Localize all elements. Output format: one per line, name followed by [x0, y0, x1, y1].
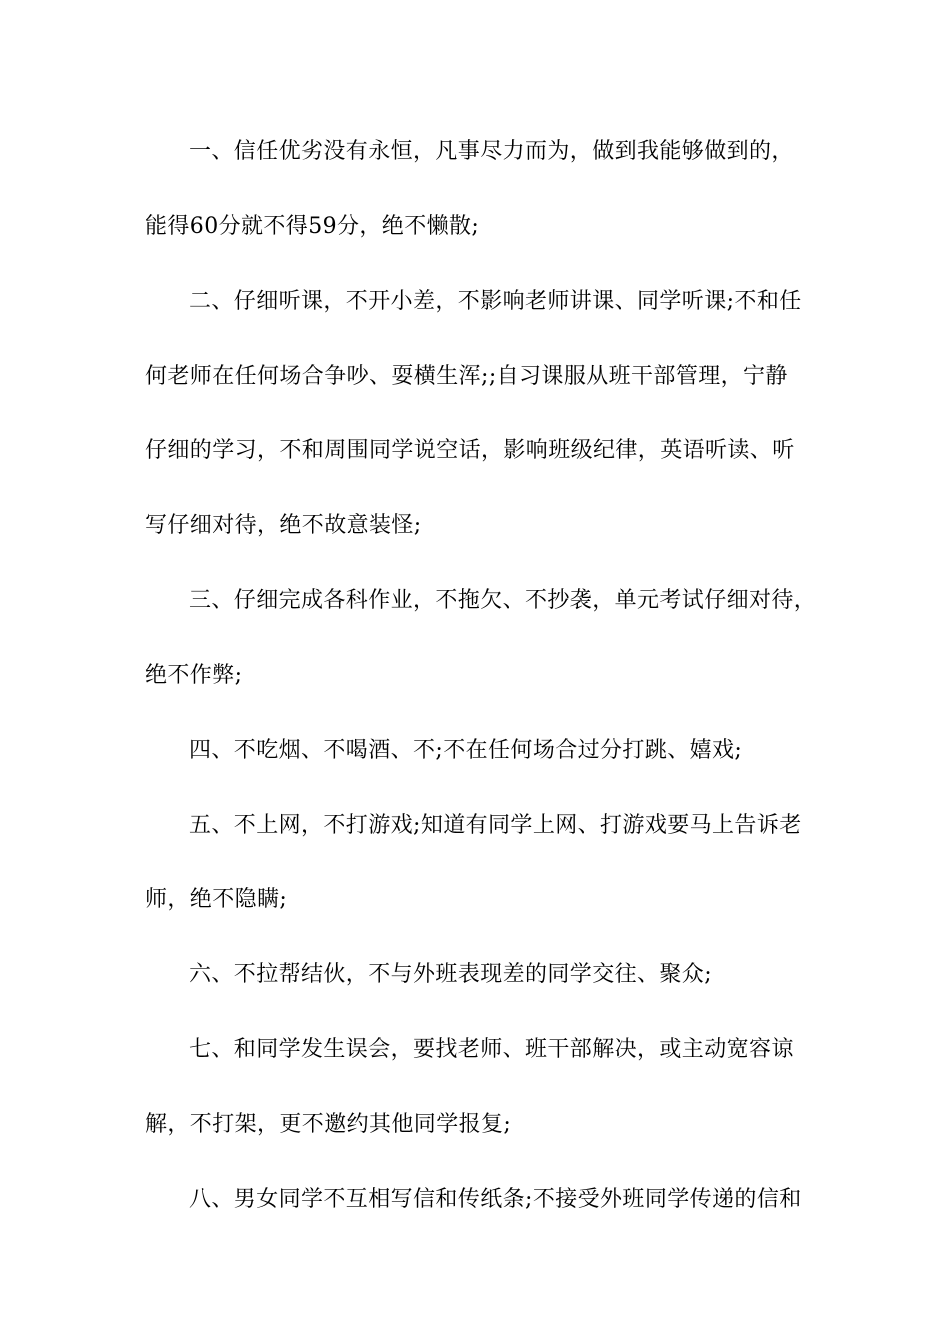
text-line: 四、不吃烟、不喝酒、不;不在任何场合过分打跳、嬉戏; [189, 738, 743, 763]
text-line: 一、信任优劣没有永恒，凡事尽力而为，做到我能够做到的， [189, 139, 794, 164]
text-line: 七、和同学发生误会，要找老师、班干部解决，或主动宽容谅 [189, 1037, 794, 1062]
text-line: 二、仔细听课，不开小差，不影响老师讲课、同学听课;不和任 [189, 289, 802, 314]
text-line: 仔细的学习，不和周围同学说空话，影响班级纪律，英语听读、听 [145, 438, 795, 463]
text-line: 能得60分就不得59分，绝不懒散; [145, 214, 480, 239]
text-line: 写仔细对待，绝不故意装怪; [145, 513, 422, 538]
text-line: 绝不作弊; [145, 663, 243, 688]
text-line: 师，绝不隐瞒; [145, 887, 288, 912]
text-line: 三、仔细完成各科作业，不拖欠、不抄袭，单元考试仔细对待， [189, 588, 817, 613]
text-line: 何老师在任何场合争吵、耍横生浑;;自习课服从班干部管理，宁静 [145, 364, 788, 389]
text-line: 六、不拉帮结伙，不与外班表现差的同学交往、聚众; [189, 962, 713, 987]
text-line: 五、不上网，不打游戏;知道有同学上网、打游戏要马上告诉老 [189, 813, 802, 838]
text-line: 解，不打架，更不邀约其他同学报复; [145, 1112, 512, 1137]
text-line: 八、男女同学不互相写信和传纸条;不接受外班同学传递的信和 [189, 1187, 802, 1212]
